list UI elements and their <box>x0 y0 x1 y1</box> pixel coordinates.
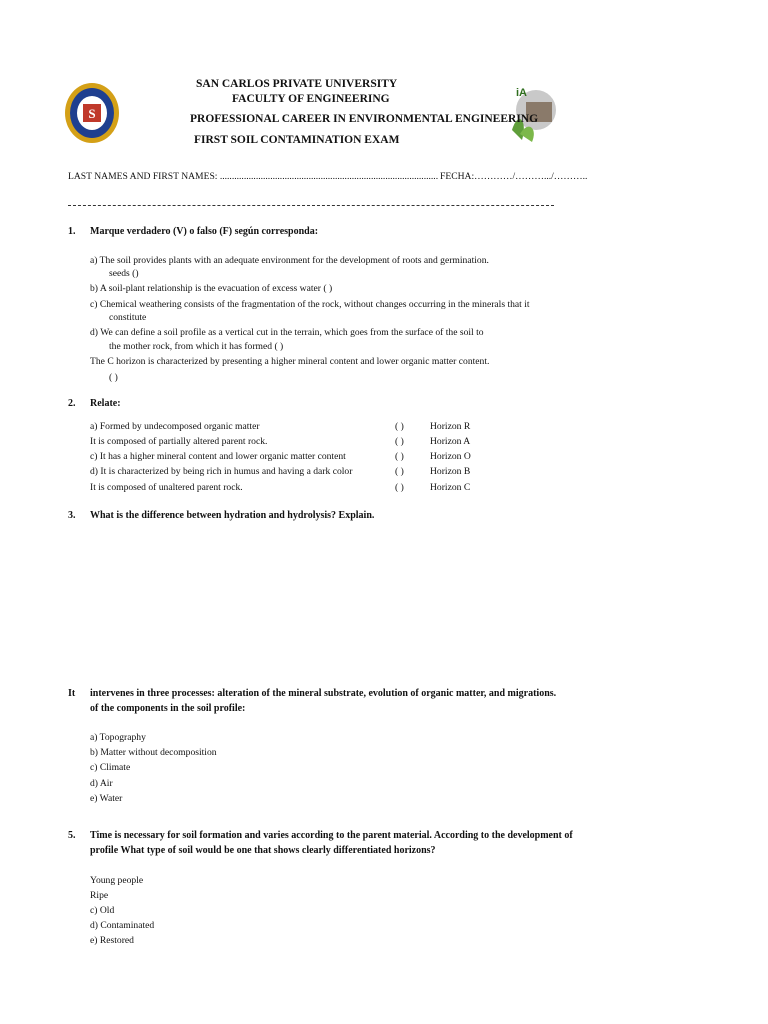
svg-text:S: S <box>88 106 96 121</box>
q2-row-text: c) It has a higher mineral content and lower organic matter content <box>90 451 346 462</box>
q5-option[interactable]: d) Contaminated <box>90 920 155 931</box>
q2-row-paren[interactable]: ( ) <box>395 482 404 493</box>
q2-row-horizon: Horizon C <box>430 482 471 493</box>
q2-row-text: It is composed of partially altered parent rock. <box>90 436 268 447</box>
q5-option[interactable]: e) Restored <box>90 935 134 946</box>
q2-row-text: It is composed of unaltered parent rock. <box>90 482 243 493</box>
q1-item-a-cont: seeds () <box>109 268 139 279</box>
q4-option[interactable]: c) Climate <box>90 762 131 773</box>
q2-row-paren[interactable]: ( ) <box>395 451 404 462</box>
q2-row-horizon: Horizon A <box>430 436 471 447</box>
q2-row-horizon: Horizon B <box>430 466 471 477</box>
q1-item-d: d) We can define a soil profile as a vertical cut in the terrain, which goes from the surface of the soil to <box>90 327 484 338</box>
separator-line <box>68 205 554 206</box>
q1-item-d-cont: the mother rock, from which it has formed ( ) <box>109 341 284 352</box>
q5-option[interactable]: c) Old <box>90 905 115 916</box>
q2-row-paren[interactable]: ( ) <box>395 436 404 447</box>
q2-number: 2. <box>68 398 76 409</box>
date-field[interactable]: FECHA:…………/……….../……….. <box>440 171 588 182</box>
q2-row-paren[interactable]: ( ) <box>395 421 404 432</box>
q2-row-text: a) Formed by undecomposed organic matter <box>90 421 260 432</box>
q4-option[interactable]: b) Matter without decomposition <box>90 747 217 758</box>
q1-item-b: b) A soil-plant relationship is the evacuation of excess water ( ) <box>90 283 333 294</box>
q2-row-horizon: Horizon R <box>430 421 471 432</box>
q3-title: What is the difference between hydration and hydrolysis? Explain. <box>90 510 375 521</box>
q4-number: It <box>68 688 76 699</box>
career-name: PROFESSIONAL CAREER IN ENVIRONMENTAL ENGINEERING <box>190 113 539 125</box>
q4-title-line2: of the components in the soil profile: <box>90 703 246 714</box>
q3-number: 3. <box>68 510 76 521</box>
q1-item-c: c) Chemical weathering consists of the fragmentation of the rock, without changes occurring in the minerals that it <box>90 299 530 310</box>
q2-row-text: d) It is characterized by being rich in humus and having a dark color <box>90 466 353 477</box>
q1-item-e: The C horizon is characterized by presenting a higher mineral content and lower organic matter content. <box>90 356 490 367</box>
q2-row-paren[interactable]: ( ) <box>395 466 404 477</box>
university-seal-icon <box>64 82 120 144</box>
exam-title: FIRST SOIL CONTAMINATION EXAM <box>194 134 400 146</box>
q5-title-line2: profile What type of soil would be one that shows clearly differentiated horizons? <box>90 845 436 856</box>
q1-item-a: a) The soil provides plants with an adequate environment for the development of roots and germination. <box>90 255 489 266</box>
q4-option[interactable]: d) Air <box>90 778 113 789</box>
q1-title: Marque verdadero (V) o falso (F) según corresponda: <box>90 226 319 237</box>
q2-row-horizon: Horizon O <box>430 451 471 462</box>
university-name: SAN CARLOS PRIVATE UNIVERSITY <box>196 78 398 90</box>
faculty-logo-icon <box>508 80 556 144</box>
q3-answer-area[interactable] <box>90 530 650 670</box>
q4-option[interactable]: e) Water <box>90 793 123 804</box>
q1-item-c-cont: constitute <box>109 312 147 323</box>
q5-option[interactable]: Young people <box>90 875 144 886</box>
names-field[interactable]: LAST NAMES AND FIRST NAMES: ........................................................................................... <box>68 171 439 182</box>
faculty-name: FACULTY OF ENGINEERING <box>232 93 390 105</box>
q4-option[interactable]: a) Topography <box>90 732 146 743</box>
q5-option[interactable]: Ripe <box>90 890 109 901</box>
svg-text:iA: iA <box>516 87 527 99</box>
q1-item-e-cont: ( ) <box>109 372 118 383</box>
q5-number: 5. <box>68 830 76 841</box>
q4-title-line1: intervenes in three processes: alteration of the mineral substrate, evolution of organic matter, and migrations. <box>90 688 557 699</box>
q1-number: 1. <box>68 226 76 237</box>
q5-title-line1: Time is necessary for soil formation and varies according to the parent material. According to the development of <box>90 830 573 841</box>
q2-title: Relate: <box>90 398 121 409</box>
